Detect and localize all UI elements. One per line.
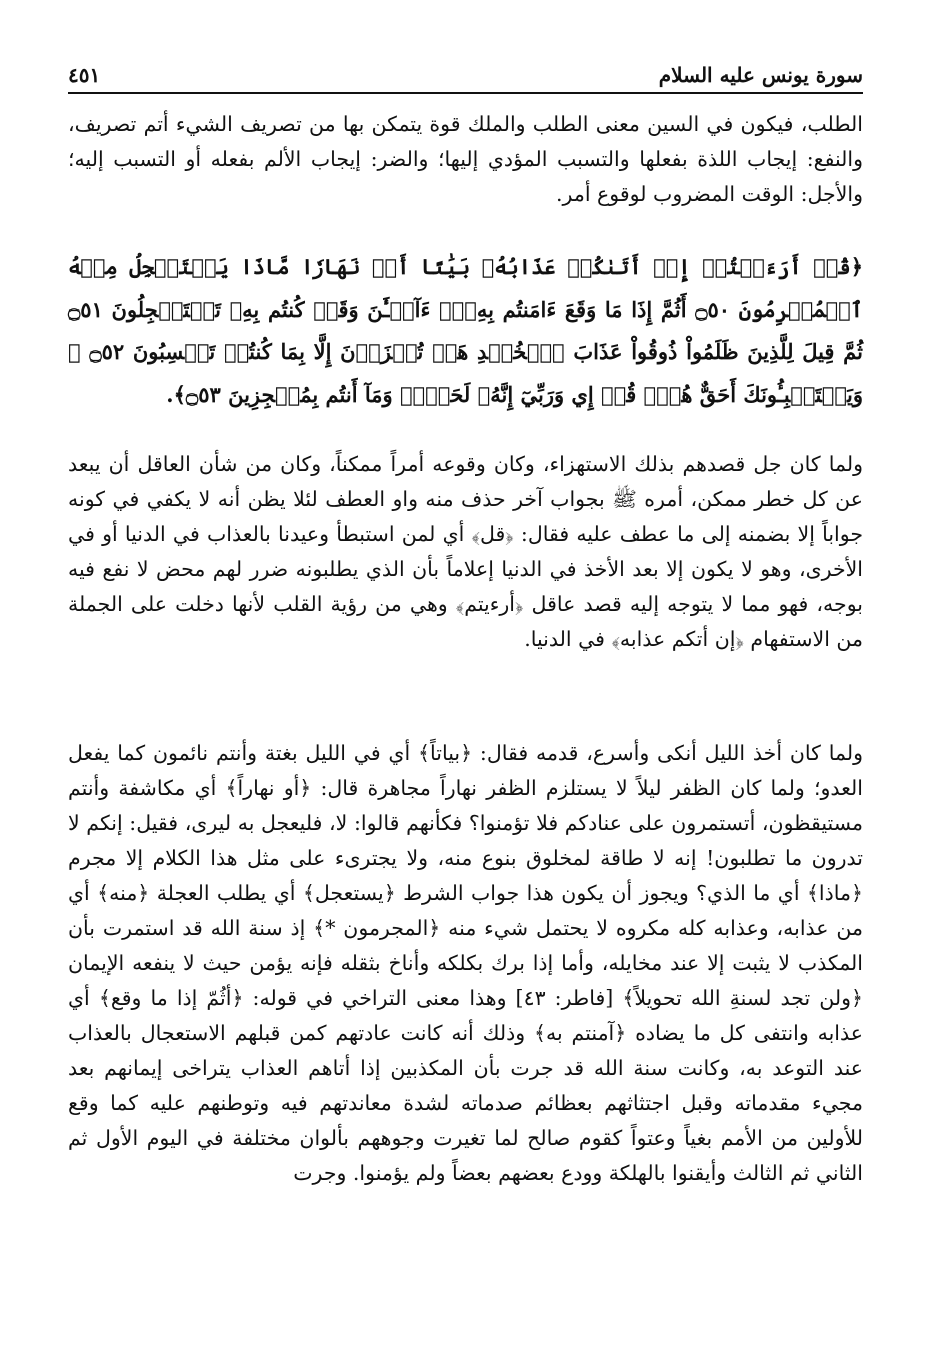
- commentary-paragraph-3: [68, 736, 863, 1191]
- paragraph-2-text: ولما كان جل قصدهم بذلك الاستهزاء، وكان وقوعه أمراً ممكناً، وكان من شأن العاقل أن يبعد عن كل خطر ممكن، أمره ﷺ بجواب آخر حذف منه واو العطف لئلا يظن أنه لا يكفي في كونه جواباً إلا بضمنه إلى ما عطف عليه فقال: ﴿قل﴾ أي لمن استبطأ وعيدنا بالعذاب في الدنيا أو في الأخرى، وهو لا يكون إلا بعد الأخذ في الدنيا إعلاماً بأن الذي يطلبونه ضرر لهم محض لا نفع فيه بوجه، فهو مما لا يتوجه إليه قصد عاقل ﴿أرءيتم﴾ وهي من رؤية القلب لأنها دخلت على الجملة من الاستفهام ﴿إن أتكم عذابه﴾ في الدنيا.: [68, 452, 863, 651]
- commentary-paragraph-2: [68, 447, 863, 657]
- intro-paragraph: [68, 107, 863, 212]
- header-divider: [68, 92, 863, 94]
- page-header: [68, 60, 863, 90]
- intro-text: الطلب، فيكون في السين معنى الطلب والملك قوة يتمكن بها من تصريف الشيء أتم تصريف، والنفع: إيجاب اللذة بفعلها والتسبب المؤدي إليها؛ والضر: إيجاب الألم بفعله أو التسبب إليه؛ والأجل: الوقت المضروب لوقوع أمر.: [68, 112, 863, 206]
- surah-title: سورة يونس عليه السلام: [658, 63, 863, 87]
- paragraph-3-text: ولما كان أخذ الليل أنكى وأسرع، قدمه فقال: ﴿بياتاً﴾ أي في الليل بغتة وأنتم نائمون كما يفعل العدو؛ ولما كان الظفر ليلاً لا يستلزم الظفر نهاراً مجاهرة قال: ﴿أو نهاراً﴾ أي مكاشفة وأنتم مستيقظون، أتستمرون على عنادكم فلا تؤمنوا؟ فكأنهم قالوا: لا، فليعجل به ليرى، فقيل: إنكم لا تدرون ما تطلبون! إنه لا طاقة لمخلوق بنوع منه، ولا يجترىء على مثل هذا الكلام إلا مجرم ﴿ماذا﴾ أي ما الذي؟ ويجوز أن يكون هذا جواب الشرط ﴿يستعجل﴾ أي يطلب العجلة ﴿منه﴾ أي من عذابه، وعذابه كله مكروه لا يحتمل شيء منه ﴿المجرمون *﴾ إذ سنة الله قد استمرت بأن المكذب لا يثبت إلا عند مخايله، وأما إذا برك بكلكه وأناخ بثقله فإنه يؤمن حيث لا ينفعه الإيمان ﴿ولن تجد لسنةِ الله تحويلاً﴾ [فاطر: ٤٣] وهذا معنى التراخي في قوله: ﴿أثُمّ إذا ما وقع﴾ أي عذابه وانتفى كل ما يضاده ﴿آمنتم به﴾ وذلك أنه كانت عادتهم كمن قبلهم الاستعجال بالعذاب عند التوعد به، وكانت سنة الله قد جرت بأن المكذبين إذا أتاهم العذاب يتراخى إيمانهم بعد مجيء مقدماته وقبل اجتثاثهم بعظائم صدماته لشدة معاندتهم فيه وتوطنهم عليه كما وقع للأولين من الأمم بغياً وعتواً كقوم صالح لما تغيرت وجوههم بألوان مختلفة في اليوم الأول ثم الثاني ثم الثالث وأيقنوا بالهلكة وودع بعضهم بعضاً ولم يؤمنوا. وجرت: [68, 741, 864, 1185]
- quran-verses-block: [68, 246, 863, 416]
- page-number: ٤٥١: [68, 63, 101, 87]
- quran-verses: ﴿قُلۡ أَرَءَيۡتُمۡ إِنۡ أَتَىٰكُمۡ عَذَابُهُۥ بَيَٰتًا أَوۡ نَهَارٗا مَّاذَا يَسۡتَعۡجِلُ مِنۡهُ ٱلۡمُجۡرِمُونَ ۝٥٠ أَثُمَّ إِذَا مَا وَقَعَ ءَامَنتُم بِهِۦٓۚ ءَآلۡـَٰٔنَ وَقَدۡ كُنتُم بِهِۦ تَسۡتَعۡجِلُونَ ۝٥١ ثُمَّ قِيلَ لِلَّذِينَ ظَلَمُواْ ذُوقُواْ عَذَابَ ٱلۡخُلۡدِ هَلۡ تُجۡزَوۡنَ إِلَّا بِمَا كُنتُمۡ تَكۡسِبُونَ ۝٥٢ ۞ وَيَسۡتَنۢبِـُٔونَكَ أَحَقٌّ هُوَۖ قُلۡ إِي وَرَبِّيٓ إِنَّهُۥ لَحَقّٞۖ وَمَآ أَنتُم بِمُعۡجِزِينَ ۝٥٣﴾.: [68, 254, 863, 407]
